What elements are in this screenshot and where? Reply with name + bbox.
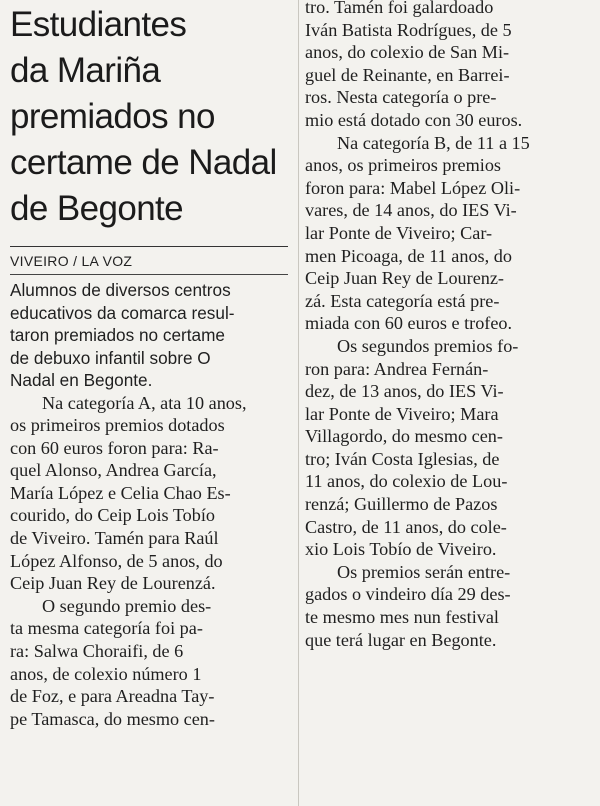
- body-line: Na categoría B, de 11 a 15: [337, 132, 530, 153]
- right-column: [305, 0, 590, 806]
- body-line: guel de Reinante, en Barrei-: [305, 64, 510, 85]
- body-line: ta mesma categoría foi pa-: [10, 618, 203, 639]
- column-divider: [298, 0, 299, 806]
- body-line: Os segundos premios fo-: [337, 335, 519, 356]
- body-line: tro; Iván Costa Iglesias, de: [305, 448, 500, 469]
- body-line: renzá; Guillermo de Pazos: [305, 494, 498, 515]
- body-line: Castro, de 11 anos, do cole-: [305, 516, 507, 537]
- lead-line: de debuxo infantil sobre O: [10, 347, 211, 368]
- body-line: dez, de 13 anos, do IES Vi-: [305, 381, 504, 402]
- body-line: de Viveiro. Tamén para Raúl: [10, 528, 219, 549]
- lead-line: taron premiados no certame: [10, 325, 225, 345]
- body-line: Ceip Juan Rey de Lourenz-: [305, 268, 504, 289]
- headline: [10, 2, 290, 232]
- body-line: pe Tamasca, do mesmo cen-: [10, 708, 215, 729]
- body-paragraph: [10, 595, 290, 731]
- body-line: ros. Nesta categoría o pre-: [305, 87, 497, 108]
- headline-line: da Mariña: [10, 51, 161, 90]
- left-column: [10, 0, 290, 806]
- body-line: lar Ponte de Viveiro; Mara: [305, 403, 499, 424]
- body-line: anos, do colexio de San Mi-: [305, 42, 510, 63]
- body-line: vares, de 14 anos, do IES Vi-: [305, 200, 517, 221]
- body-line: Os premios serán entre-: [337, 561, 511, 582]
- body-line: Iván Batista Rodrígues, de 5: [305, 19, 512, 40]
- body-line: anos, de colexio número 1: [10, 663, 202, 684]
- body-line: courido, do Ceip Lois Tobío: [10, 505, 216, 526]
- body-line: gados o vindeiro día 29 des-: [305, 584, 511, 605]
- body-line: te mesmo mes nun festival: [305, 607, 499, 628]
- body-line: lar Ponte de Viveiro; Car-: [305, 222, 493, 243]
- byline: VIVEIRO / LA VOZ: [10, 253, 133, 269]
- lead-paragraph: [10, 279, 290, 392]
- body-line: anos, os primeiros premios: [305, 155, 501, 176]
- body-line: María López e Celia Chao Es-: [10, 482, 231, 503]
- body-line: foron para: Mabel López Oli-: [305, 177, 521, 198]
- body-line: quel Alonso, Andrea García,: [10, 460, 217, 481]
- body-line: ra: Salwa Choraifi, de 6: [10, 641, 184, 662]
- body-line: que terá lugar en Begonte.: [305, 629, 497, 650]
- body-paragraph: [305, 0, 590, 132]
- body-line: de Foz, e para Areadna Tay-: [10, 686, 215, 707]
- body-line: 11 anos, do colexio de Lou-: [305, 471, 508, 492]
- body-line: os primeiros premios dotados: [10, 415, 225, 436]
- body-paragraph: [305, 561, 590, 651]
- body-line: mio está dotado con 30 euros.: [305, 109, 523, 130]
- body-line: Na categoría A, ata 10 anos,: [42, 392, 247, 413]
- body-paragraph: [10, 392, 290, 595]
- lead-line: educativos da comarca resul-: [10, 302, 235, 323]
- body-line: men Picoaga, de 11 anos, do: [305, 245, 512, 266]
- body-line: López Alfonso, de 5 anos, do: [10, 550, 223, 571]
- lead-line: Alumnos de diversos centros: [10, 280, 231, 300]
- body-line: Villagordo, do mesmo cen-: [305, 426, 503, 447]
- byline-bottom-rule: [10, 274, 288, 275]
- body-line: zá. Esta categoría está pre-: [305, 290, 500, 311]
- body-line: miada con 60 euros e trofeo.: [305, 313, 513, 334]
- body-line: Ceip Juan Rey de Lourenzá.: [10, 573, 216, 594]
- body-paragraph: [305, 335, 590, 561]
- body-paragraph: [305, 132, 590, 335]
- headline-line: de Begonte: [10, 189, 184, 228]
- body-line: tro. Tamén foi galardoado: [305, 0, 494, 17]
- body-line: ron para: Andrea Fernán-: [305, 358, 489, 379]
- headline-line: premiados no: [10, 97, 215, 136]
- body-line: O segundo premio des-: [42, 595, 212, 616]
- headline-line: certame de Nadal: [10, 143, 277, 182]
- lead-line: Nadal en Begonte.: [10, 370, 153, 390]
- headline-line: Estudiantes: [10, 5, 187, 44]
- body-line: xio Lois Tobío de Viveiro.: [305, 539, 497, 560]
- body-line: con 60 euros foron para: Ra-: [10, 437, 219, 458]
